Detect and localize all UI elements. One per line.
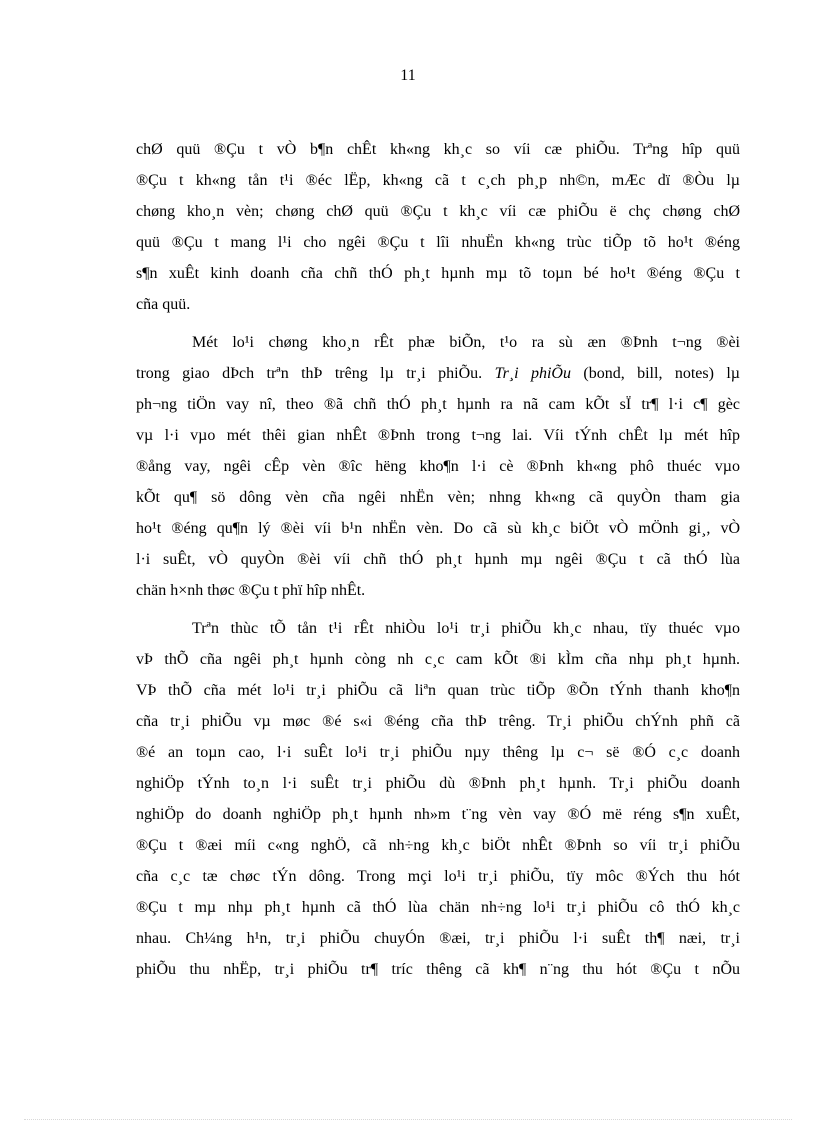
text-line: l·i suÊt, vÒ quyÒn ®èi víi chñ thÓ ph¸t hµnh mµ ngêi ®Çu t cã thÓ lùa: [136, 551, 740, 568]
emphasis-term: Tr¸i phiÕu: [494, 365, 571, 382]
text-line: ®Çu t kh«ng tån t¹i ®éc lËp, kh«ng cã t c¸ch ph¸p nh©n, mÆc dï ®Òu lµ: [136, 172, 740, 189]
text-line: chØ quü ®Çu t vÒ b¶n chÊt kh«ng kh¸c so víi cæ phiÕu. Trªng hîp quü: [136, 141, 740, 158]
paragraph-3: [136, 613, 740, 985]
text-line: ho¹t ®éng qu¶n lý ®èi víi b¹n nhËn vèn. Do cã sù kh¸c biÖt vÒ mÖnh gi¸, vÒ: [136, 520, 740, 537]
text-line: ®Çu t mµ nhµ ph¸t hµnh cã thÓ lùa chän nh÷ng lo¹i tr¸i phiÕu cô thÓ kh¸c: [136, 899, 740, 916]
text-line: ®Çu t ®æi míi c«ng nghÖ, cã nh÷ng kh¸c biÖt nhÊt ®Þnh so víi tr¸i phiÕu: [136, 837, 740, 854]
text-line: cña quü.: [136, 296, 191, 313]
text-segment: (bond, bill, notes) lµ: [570, 365, 740, 382]
text-line: nghiÖp tÝnh to¸n l·i suÊt tr¸i phiÕu dù ®Þnh ph¸t hµnh. Tr¸i phiÕu doanh: [136, 775, 740, 792]
body-text: [136, 134, 740, 985]
paragraph-1: [136, 134, 740, 320]
text-line-with-emphasis: [136, 358, 740, 389]
text-line: cña c¸c tæ chøc tÝn dông. Trong mçi lo¹i tr¸i phiÕu, tïy môc ®Ých thu hót: [136, 868, 740, 885]
text-line: quü ®Çu t mang l¹i cho ngêi ®Çu t lîi nhuËn kh«ng trùc tiÕp tõ ho¹t ®éng: [136, 234, 740, 251]
page-number: 11: [400, 67, 416, 84]
text-line: ®ång vay, ngêi cÊp vèn ®îc hëng kho¶n l·i cè ®Þnh kh«ng phô thuéc vµo: [136, 458, 740, 475]
text-line: Trªn thùc tÕ tån t¹i rÊt nhiÒu lo¹i tr¸i phiÕu kh¸c nhau, tïy thuéc vµo: [192, 620, 740, 637]
text-line: VÞ thÕ cña mét lo¹i tr¸i phiÕu cã liªn quan trùc tiÕp ®Õn tÝnh thanh kho¶n: [136, 682, 740, 699]
text-line: nhau. Ch¼ng h¹n, tr¸i phiÕu chuyÓn ®æi, tr¸i phiÕu l·i suÊt th¶ næi, tr¸i: [136, 930, 740, 947]
text-line: vµ l·i vµo mét thêi gian nhÊt ®Þnh trong t¬ng lai. Víi tÝnh chÊt lµ mét hîp: [136, 427, 740, 444]
text-line: cña tr¸i phiÕu vµ møc ®é s«i ®éng cña thÞ trêng. Tr¸i phiÕu chÝnh phñ cã: [136, 713, 740, 730]
text-line: Mét lo¹i chøng kho¸n rÊt phæ biÕn, t¹o ra sù æn ®Þnh t¬ng ®èi: [192, 334, 740, 351]
text-line: kÕt qu¶ sö dông vèn cña ngêi nhËn vèn; nhng kh«ng cã quyÒn tham gia: [136, 489, 740, 506]
text-line: chøng kho¸n vèn; chøng chØ quü ®Çu t kh¸c víi cæ phiÕu ë chç chøng chØ: [136, 203, 740, 220]
page-bottom-divider: [24, 1119, 792, 1120]
paragraph-2: [136, 327, 740, 606]
paragraph-gap: [136, 606, 740, 613]
text-line: ph¬ng tiÖn vay nî, theo ®ã chñ thÓ ph¸t hµnh ra nã cam kÕt sÏ tr¶ l·i c¶ gèc: [136, 396, 740, 413]
paragraph-gap: [136, 320, 740, 327]
text-segment: trong giao dÞch trªn thÞ trêng lµ tr¸i phiÕu.: [136, 365, 483, 382]
text-line: s¶n xuÊt kinh doanh cña chñ thÓ ph¸t hµnh mµ tõ toµn bé ho¹t ®éng ®Çu t: [136, 265, 740, 282]
text-line: chän h×nh thøc ®Çu t phï hîp nhÊt.: [136, 582, 366, 599]
text-line: ®é an toµn cao, l·i suÊt lo¹i tr¸i phiÕu nµy thêng lµ c¬ së ®Ó c¸c doanh: [136, 744, 740, 761]
text-line: phiÕu thu nhËp, tr¸i phiÕu tr¶ tríc thêng cã kh¶ n¨ng thu hót ®Çu t nÕu: [136, 961, 740, 978]
text-line: nghiÖp do doanh nghiÖp ph¸t hµnh nh»m t¨ng vèn vay ®Ó më réng s¶n xuÊt,: [136, 806, 740, 823]
text-line: vÞ thÕ cña ngêi ph¸t hµnh còng nh c¸c cam kÕt ®i kÌm cña nhµ ph¸t hµnh.: [136, 651, 740, 668]
